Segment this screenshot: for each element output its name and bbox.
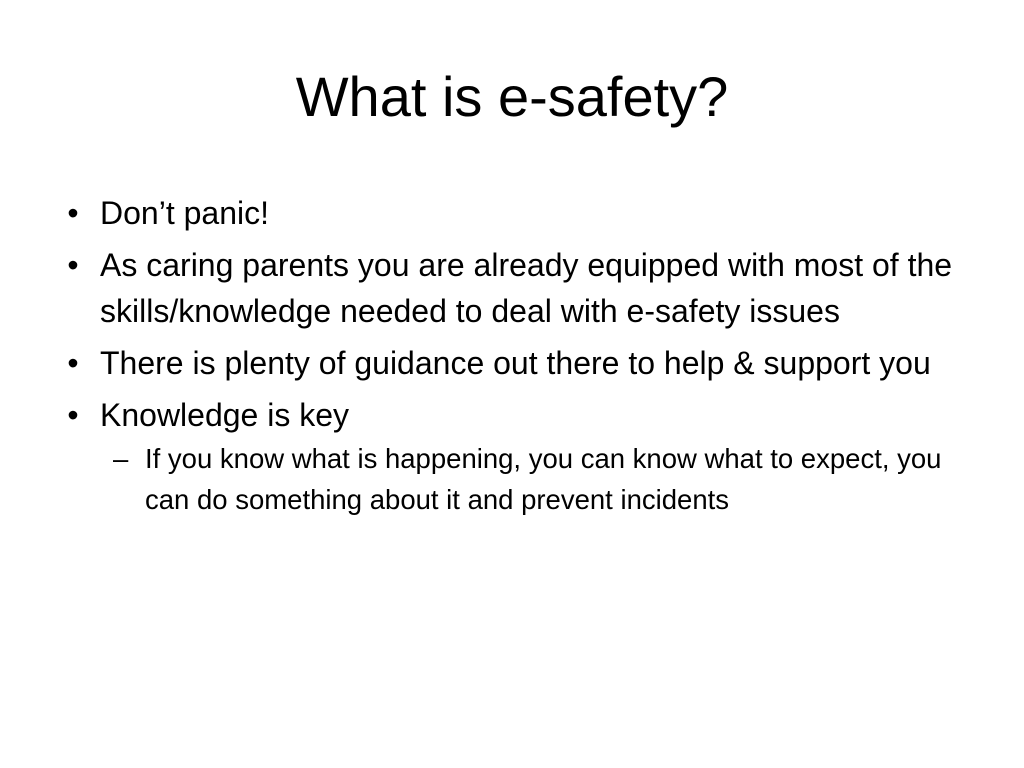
sub-bullet-text: If you know what is happening, you can know what to expect, you can do something about it and prevent incidents xyxy=(145,443,942,515)
bullet-item xyxy=(58,340,978,386)
bullet-marker: • xyxy=(67,345,79,381)
sub-bullet-marker: – xyxy=(113,443,129,474)
bullet-list xyxy=(58,190,978,526)
bullet-text: As caring parents you are already equipped with most of the skills/knowledge needed to deal with e-safety issues xyxy=(100,247,953,329)
bullet-text: Don’t panic! xyxy=(100,195,269,231)
bullet-item xyxy=(58,190,978,236)
sub-bullet-list xyxy=(100,438,978,520)
sub-bullet-item xyxy=(100,438,978,520)
bullet-text: There is plenty of guidance out there to help & support you xyxy=(100,345,931,381)
bullet-item xyxy=(58,392,978,520)
bullet-marker: • xyxy=(67,247,79,283)
bullet-marker: • xyxy=(67,397,79,433)
bullet-item xyxy=(58,242,978,334)
bullet-text: Knowledge is key xyxy=(100,397,350,433)
slide-title: What is e-safety? xyxy=(295,65,729,128)
bullet-marker: • xyxy=(67,195,79,231)
